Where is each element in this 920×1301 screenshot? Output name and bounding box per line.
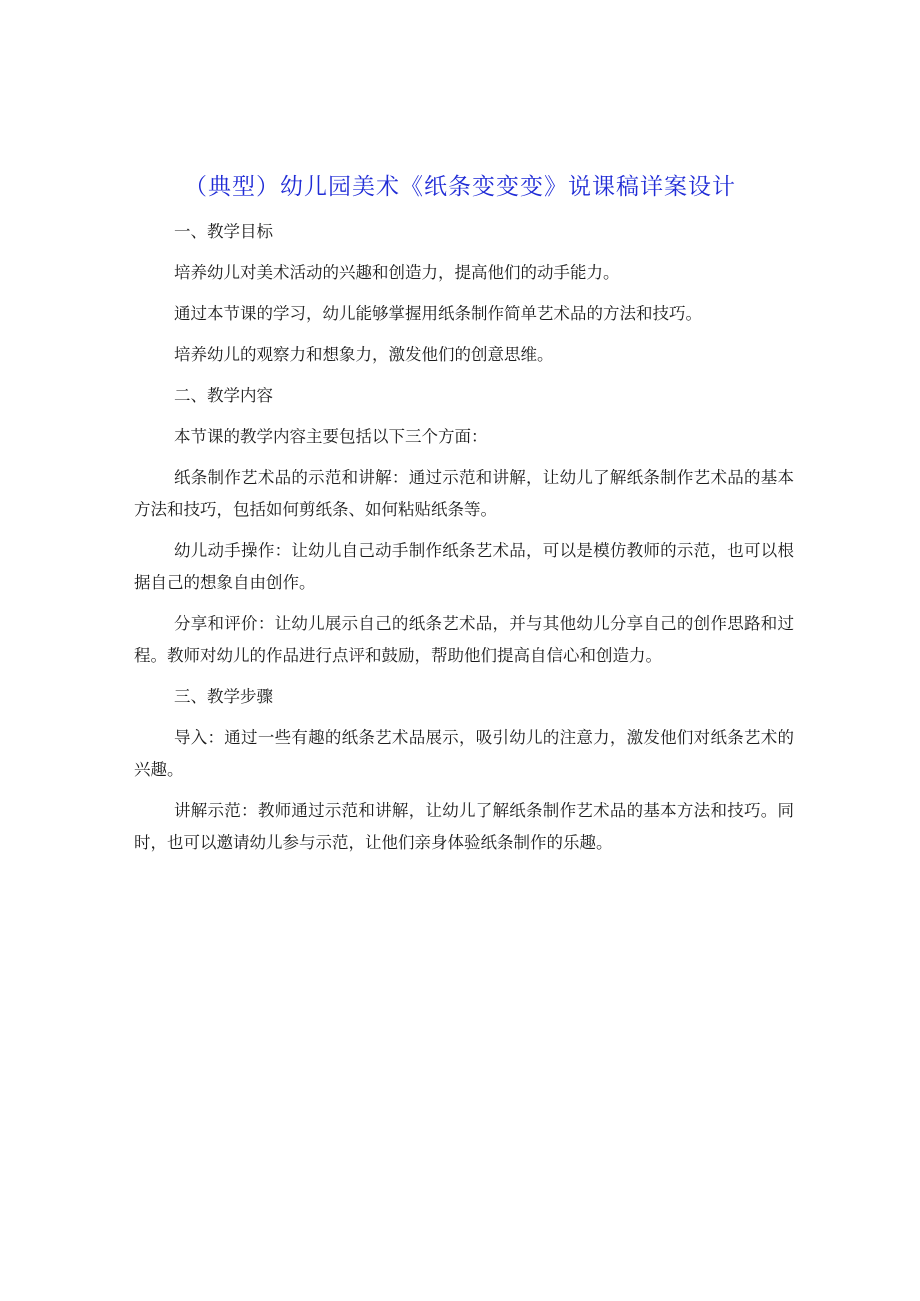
paragraph: 通过本节课的学习，幼儿能够掌握用纸条制作简单艺术品的方法和技巧。 — [174, 304, 702, 323]
paragraph: 本节课的教学内容主要包括以下三个方面： — [174, 427, 488, 446]
section-heading: 一、教学目标 — [174, 222, 273, 241]
paragraph: 培养幼儿的观察力和想象力，激发他们的创意思维。 — [174, 345, 554, 364]
section-heading: 三、教学步骤 — [174, 687, 273, 706]
paragraph: 分享和评价：让幼儿展示自己的纸条艺术品，并与其他幼儿分享自己的创作思路和过程。教师对幼儿的作品进行点评和鼓励，帮助他们提高自信心和创造力。 — [134, 614, 794, 665]
paragraph: 幼儿动手操作：让幼儿自己动手制作纸条艺术品，可以是模仿教师的示范，也可以根据自己的想象自由创作。 — [134, 541, 794, 592]
paragraph: 导入：通过一些有趣的纸条艺术品展示，吸引幼儿的注意力，激发他们对纸条艺术的兴趣。 — [134, 728, 794, 779]
document-title: （典型）幼儿园美术《纸条变变变》说课稿详案设计 — [184, 174, 736, 200]
paragraph: 培养幼儿对美术活动的兴趣和创造力，提高他们的动手能力。 — [174, 263, 620, 282]
paragraph: 讲解示范：教师通过示范和讲解，让幼儿了解纸条制作艺术品的基本方法和技巧。同时，也可以邀请幼儿参与示范，让他们亲身体验纸条制作的乐趣。 — [134, 801, 794, 852]
document-body — [134, 216, 794, 868]
section-heading: 二、教学内容 — [174, 386, 273, 405]
paragraph: 纸条制作艺术品的示范和讲解：通过示范和讲解，让幼儿了解纸条制作艺术品的基本方法和技巧，包括如何剪纸条、如何粘贴纸条等。 — [134, 468, 794, 519]
